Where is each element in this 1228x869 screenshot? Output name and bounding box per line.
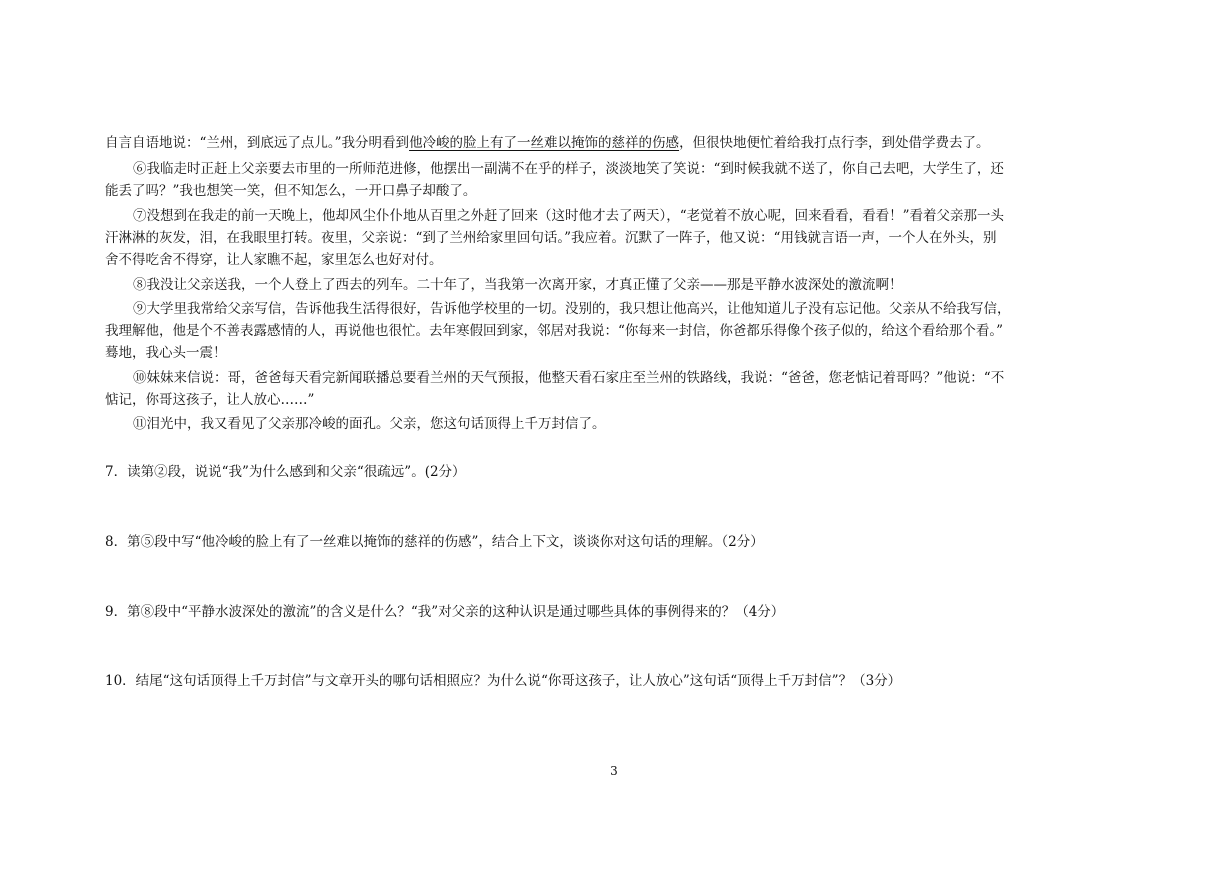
question-9: 9．第⑧段中“平静水波深处的激流”的含义是什么？“我”对父亲的这种认识是通过哪些具体的事例得来的？（4分） [105,604,785,620]
question-7: 7．读第②段，说说“我”为什么感到和父亲“很疏远”。(2分） [105,464,466,480]
paragraph-9-line-1: ⑨大学里我常给父亲写信，告诉他我生活得很好，告诉他学校里的一切。没别的，我只想让他高兴，让他知道儿子没有忘记他。父亲从不给我写信， [133,301,1011,317]
paragraph-8-line-1: ⑧我没让父亲送我，一个人登上了西去的列车。二十年了，当我第一次离开家，才真正懂了父亲——那是平静水波深处的激流啊！ [133,277,903,293]
passage-text: ，但很快地便忙着给我打点行李，到处借学费去了。 [679,135,990,151]
question-8: 8．第⑤段中写“他冷峻的脸上有了一丝难以掩饰的慈祥的伤感”，结合上下文，谈谈你对这句话的理解。（2分） [105,534,764,550]
page-number: 3 [610,764,618,778]
paragraph-10-line-1: ⑩妹妹来信说：哥，爸爸每天看完新闻联播总要看兰州的天气预报，他整天看石家庄至兰州的铁路线，我说：“爸爸，您老惦记着哥吗？”他说：“不 [133,370,1005,386]
paragraph-7-line-2: 汗淋淋的灰发，泪，在我眼里打转。夜里，父亲说：“到了兰州给家里回句话。”我应着。沉默了一阵子，他又说：“用钱就言语一声，一个人在外头，别 [105,230,997,246]
paragraph-7-line-3: 舍不得吃舍不得穿，让人家瞧不起，家里怎么也好对付。 [105,252,443,268]
paragraph-9-line-2: 我理解他，他是个不善表露感情的人，再说他也很忙。去年寒假回到家，邻居对我说：“你每来一封信，你爸都乐得像个孩子似的，给这个看给那个看。” [105,323,1004,339]
paragraph-10-line-2: 惦记，你哥这孩子，让人放心……” [105,392,315,408]
paragraph-6-line-2: 能丢了吗？”我也想笑一笑，但不知怎么，一开口鼻子却酸了。 [105,183,477,199]
passage-text: 自言自语地说：“兰州，到底远了点儿。”我分明看到 [105,135,410,151]
paragraph-11-line-1: ⑪泪光中，我又看见了父亲那冷峻的面孔。父亲，您这句话顶得上千万封信了。 [133,416,606,432]
paragraph-7-line-1: ⑦没想到在我走的前一天晚上，他却风尘仆仆地从百里之外赶了回来（这时他才去了两天），“老觉着不放心呢，回来看看，看看！”看着父亲那一头 [133,208,1005,224]
passage-line [105,133,990,153]
paragraph-6-line-1: ⑥我临走时正赶上父亲要去市里的一所师范进修，他摆出一副满不在乎的样子，淡淡地笑了笑说：“到时候我就不送了，你自己去吧，大学生了，还 [133,161,1004,177]
question-10: 10．结尾“这句话顶得上千万封信”与文章开头的哪句话相照应？为什么说“你哥这孩子，让人放心”这句话“顶得上千万封信”？（3分） [105,673,902,689]
paragraph-9-line-3: 蓦地，我心头一震！ [105,345,227,361]
underlined-sentence: 他冷峻的脸上有了一丝难以掩饰的慈祥的伤感 [409,135,680,151]
